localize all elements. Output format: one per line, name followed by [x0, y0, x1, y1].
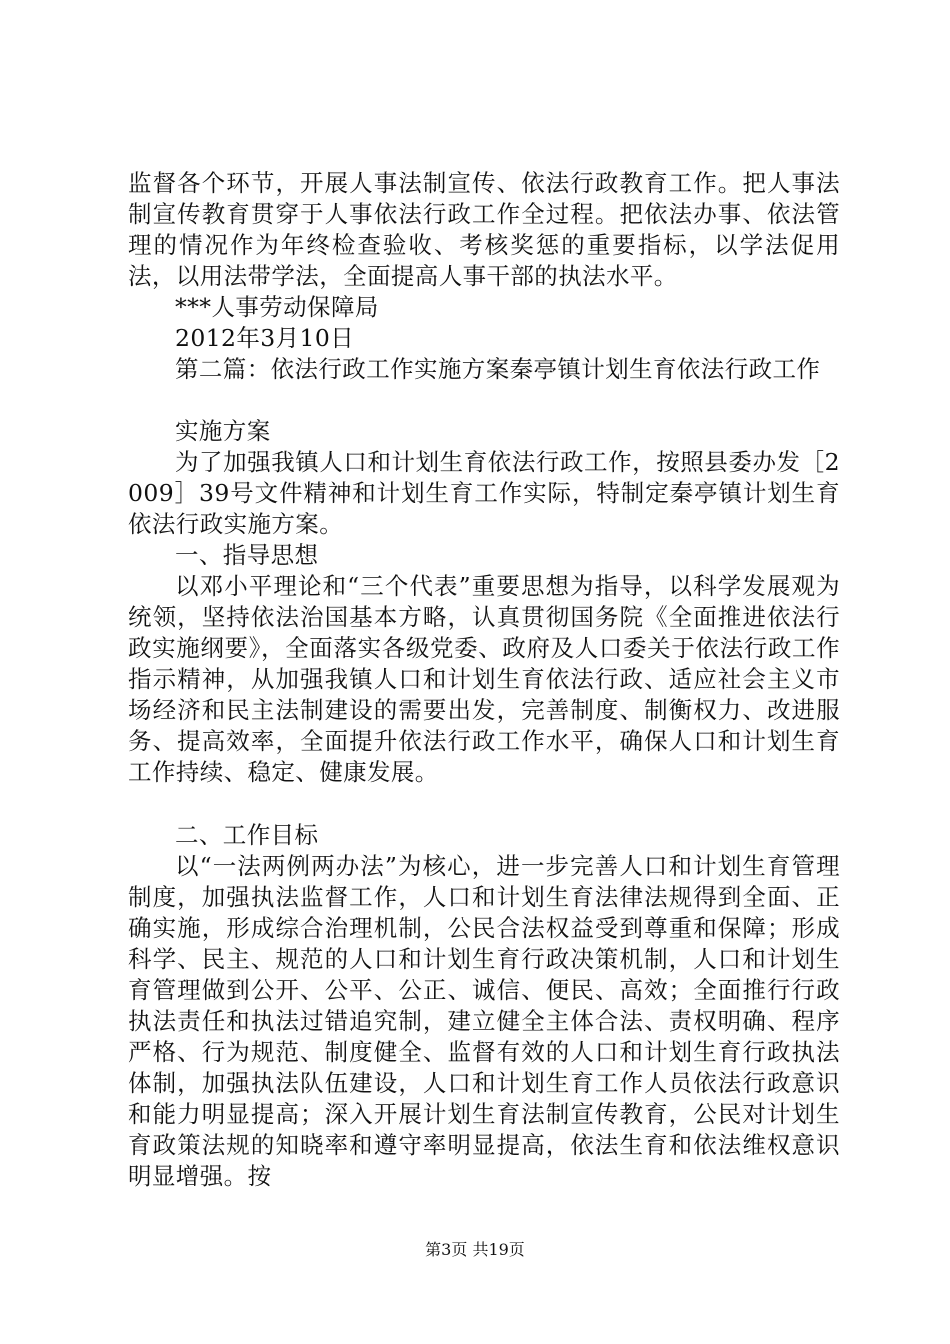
section-subtitle: 实施方案 — [175, 417, 271, 445]
paragraph-intro: 为了加强我镇人口和计划生育依法行政工作，按照县委办发［2009］39号文件精神和计划生育工作实际，特制定秦亭镇计划生育依法行政实施方案。 — [128, 448, 840, 538]
paragraph-signature-date: 2012年3月10日 — [175, 324, 355, 352]
paragraph-work-goals: 以“一法两例两办法”为核心，进一步完善人口和计划生育管理制度，加强执法监督工作，人口和计划生育法律法规得到全面、正确实施，形成综合治理机制，公民合法权益受到尊重和保障；形成科学、民主、规范的人口和计划生育行政决策机制，人口和计划生育管理做到公开、公平、公正、诚信、便民、高效；全面推行行政执法责任和执法过错追究制，建立健全主体合法、责权明确、程序严格、行为规范、制度健全、监督有效的人口和计划生育行政执法体制，加强执法队伍建设，人口和计划生育工作人员依法行政意识和能力明显提高；深入开展计划生育法制宣传教育，公民对计划生育政策法规的知晓率和遵守率明显提高，依法生育和依法维权意识明显增强。按 — [128, 852, 840, 1190]
page-footer: 第3页 共19页 — [425, 1240, 525, 1259]
paragraph-continuation: 监督各个环节，开展人事法制宣传、依法行政教育工作。把人事法制宣传教育贯穿于人事依法行政工作全过程。把依法办事、依法管理的情况作为年终检查验收、考核奖惩的重要指标，以学法促用法，以用法带学法，全面提高人事干部的执法水平。 — [128, 169, 840, 290]
heading-guiding-ideology: 一、指导思想 — [175, 541, 319, 569]
heading-work-goals: 二、工作目标 — [175, 821, 319, 849]
paragraph-signature-org: ***人事劳动保障局 — [175, 293, 379, 321]
paragraph-guiding-ideology: 以邓小平理论和“三个代表”重要思想为指导，以科学发展观为统领，坚持依法治国基本方略，认真贯彻国务院《全面推进依法行政实施纲要》，全面落实各级党委、政府及人口委关于依法行政工作指示精神，从加强我镇人口和计划生育依法行政、适应社会主义市场经济和民主法制建设的需要出发，完善制度、制衡权力、改进服务、提高效率，全面提升依法行政工作水平，确保人口和计划生育工作持续、稳定、健康发展。 — [128, 572, 840, 786]
section-title-part-two: 第二篇：依法行政工作实施方案秦亭镇计划生育依法行政工作 — [175, 355, 821, 383]
